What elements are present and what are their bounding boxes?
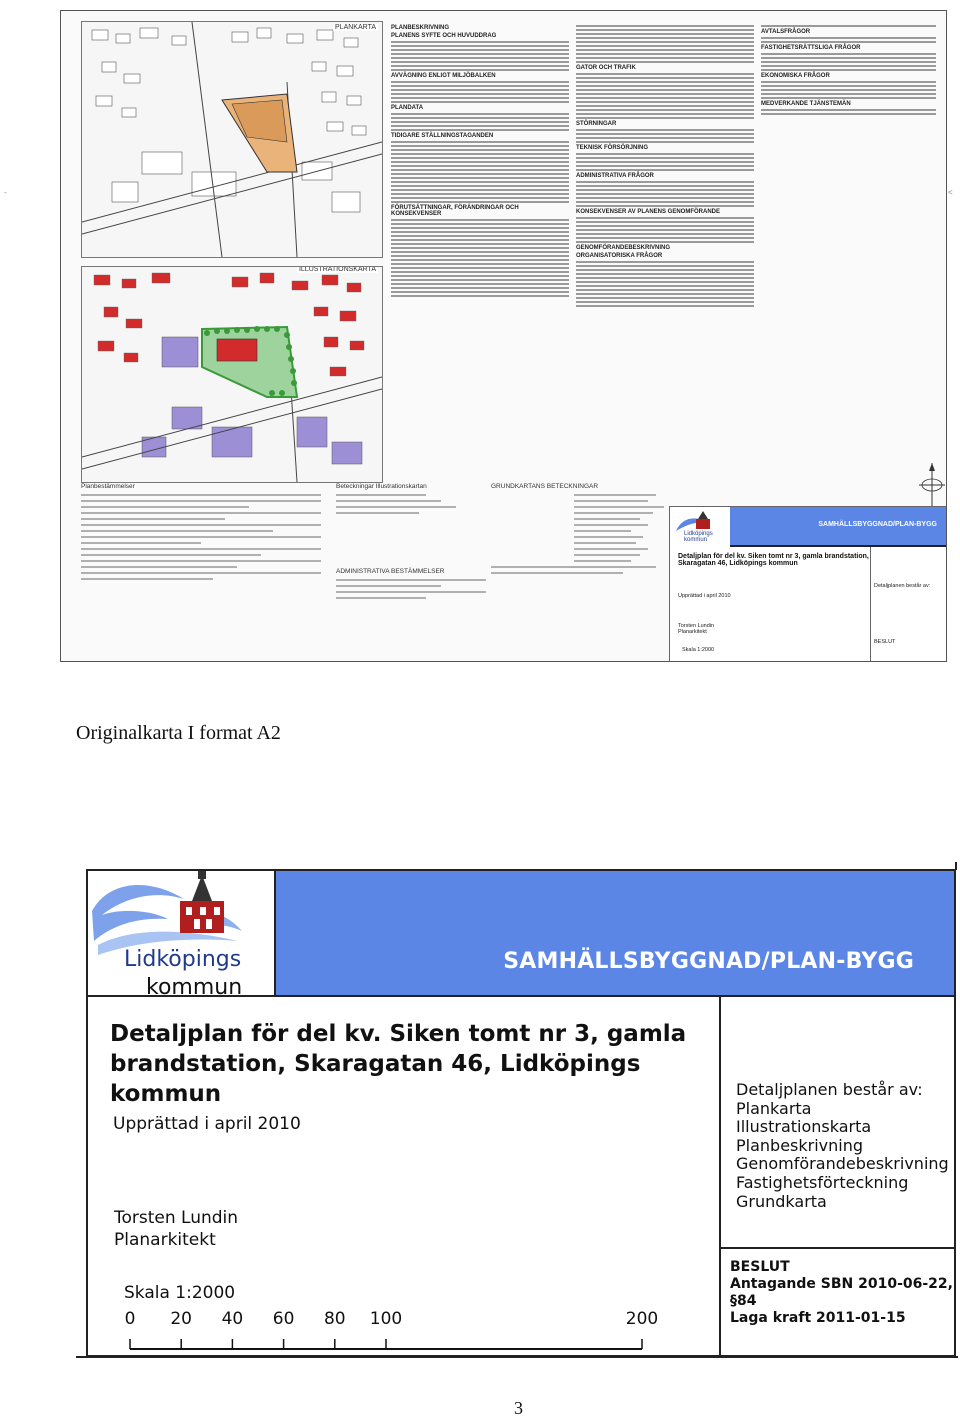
logo-text-kommun: kommun xyxy=(146,975,243,1000)
mini-consists: Detaljplanen består av: xyxy=(874,583,931,589)
legend-illustrationskartan xyxy=(336,483,486,658)
north-arrow-icon xyxy=(917,461,947,511)
column-heading: PLANBESKRIVNING xyxy=(391,25,450,31)
scale-tick-label: 0 xyxy=(124,1309,136,1329)
scale-tick-label: 40 xyxy=(221,1309,244,1329)
column-heading: MEDVERKANDE TJÄNSTEMÄN xyxy=(761,101,851,107)
prepared-date: Upprättad i april 2010 xyxy=(113,1114,301,1134)
plan-contents-item: Fastighetsförteckning xyxy=(736,1172,909,1192)
decision-title: BESLUT xyxy=(730,1259,790,1275)
plankarta-label: PLANKARTA xyxy=(335,24,376,31)
decision-adoption: Antagande SBN 2010-06-22, §84 xyxy=(730,1276,953,1309)
illustration-map-drawing xyxy=(82,267,382,482)
column-heading: STÖRNINGAR xyxy=(576,121,617,127)
column-heading: TIDIGARE STÄLLNINGSTAGANDEN xyxy=(391,133,494,139)
plan-contents xyxy=(736,1081,949,1211)
plan-contents-title: Detaljplanen består av: xyxy=(736,1080,923,1099)
scale-tick-label: 100 xyxy=(369,1309,403,1329)
mini-title-block xyxy=(669,506,947,662)
mini-logo-text: Lidköpings kommun xyxy=(684,531,713,543)
page-number: 3 xyxy=(514,1398,523,1418)
plan-title-line-1: Detaljplan för del kv. Siken tomt nr 3, gamla xyxy=(110,1021,687,1047)
scale-tick-label: 200 xyxy=(625,1309,659,1329)
column-heading: ADMINISTRATIVA FRÅGOR xyxy=(576,173,654,179)
plan-contents-item: Genomförandebeskrivning xyxy=(736,1154,949,1174)
decision-legal-force: Laga kraft 2011-01-15 xyxy=(730,1310,906,1326)
decision-block xyxy=(730,1259,954,1327)
mini-plan-title: Detaljplan för del kv. Siken tomt nr 3, gamla brandstation, Skaragatan 46, Lidköpings kommun xyxy=(678,553,869,567)
column-heading: FÖRUTSÄTTNINGAR, FÖRÄNDRINGAR OCH KONSEKVENSER xyxy=(391,205,519,217)
plan-title xyxy=(110,1019,710,1109)
municipality-logo xyxy=(88,871,276,1000)
legend-title: Planbestämmelser xyxy=(81,483,135,490)
mini-author: Torsten Lundin Planarkitekt xyxy=(678,623,715,635)
legend-planbestammelser xyxy=(81,483,321,658)
column-heading: TEKNISK FÖRSÖRJNING xyxy=(576,145,649,151)
column-heading: FASTIGHETSRÄTTSLIGA FRÅGOR xyxy=(761,45,861,51)
plan-map xyxy=(81,21,383,258)
column-heading: ORGANISATORISKA FRÅGOR xyxy=(576,253,663,259)
sheet-edge-mark: - xyxy=(4,188,7,197)
author-name: Torsten Lundin xyxy=(114,1208,239,1228)
title-block xyxy=(86,869,956,1357)
mini-department: SAMHÄLLSBYGGNAD/PLAN-BYGG xyxy=(818,521,937,528)
column-heading: GATOR OCH TRAFIK xyxy=(576,65,636,71)
plan-sheet-thumbnail xyxy=(60,10,947,662)
planbeskrivning-column-1 xyxy=(391,23,569,473)
column-heading: PLANDATA xyxy=(391,105,424,111)
illustration-label: ILLUSTRATIONSKARTA xyxy=(298,266,376,273)
plan-contents-item: Grundkarta xyxy=(736,1191,827,1211)
department-band xyxy=(276,871,954,997)
legend-title: Beteckningar Illustrationskartan xyxy=(336,483,427,490)
scale-tick-label: 20 xyxy=(170,1309,193,1329)
column-heading: GENOMFÖRANDEBESKRIVNING xyxy=(576,245,671,251)
scale-label: Skala 1:2000 xyxy=(124,1283,236,1303)
mini-prepared: Upprättad i april 2010 xyxy=(678,593,731,599)
admin-title: ADMINISTRATIVA BESTÄMMELSER xyxy=(336,568,445,575)
plan-map-drawing xyxy=(82,22,382,257)
department-name: SAMHÄLLSBYGGNAD/PLAN-BYGG xyxy=(503,949,914,974)
scale-tick-label: 80 xyxy=(323,1309,346,1329)
plan-title-line-2: brandstation, Skaragatan 46, Lidköpings kommun xyxy=(110,1051,641,1107)
legend-grundkartan xyxy=(491,483,656,658)
column-heading: AVTALSFRÅGOR xyxy=(761,29,811,35)
scale-tick-label: 60 xyxy=(272,1309,295,1329)
logo-text-lidkopings: Lidköpings xyxy=(124,947,242,972)
maps-area xyxy=(81,21,381,481)
column-heading: KONSEKVENSER AV PLANENS GENOMFÖRANDE xyxy=(576,209,721,215)
author-block xyxy=(114,1207,238,1251)
planbeskrivning-column-2 xyxy=(576,23,754,473)
plan-contents-item: Illustrationskarta xyxy=(736,1117,872,1137)
planbeskrivning-column-3 xyxy=(761,23,936,173)
figure-caption: Originalkarta I format A2 xyxy=(76,722,281,744)
column-heading: EKONOMISKA FRÅGOR xyxy=(761,73,830,79)
column-heading: PLANENS SYFTE OCH HUVUDDRAG xyxy=(391,33,497,39)
illustration-map xyxy=(81,266,383,483)
plan-contents-item: Planbeskrivning xyxy=(736,1135,864,1155)
sheet-edge-mark: < xyxy=(948,188,953,197)
mini-scale: Skala 1:2000 xyxy=(682,647,715,653)
mini-logo xyxy=(674,511,726,545)
legend-title: GRUNDKARTANS BETECKNINGAR xyxy=(491,483,599,490)
author-role: Planarkitekt xyxy=(114,1230,216,1250)
mini-beslut: BESLUT xyxy=(874,639,896,645)
column-heading: AVVÄGNING ENLIGT MILJÖBALKEN xyxy=(391,73,496,79)
plan-contents-item: Plankarta xyxy=(736,1098,812,1118)
